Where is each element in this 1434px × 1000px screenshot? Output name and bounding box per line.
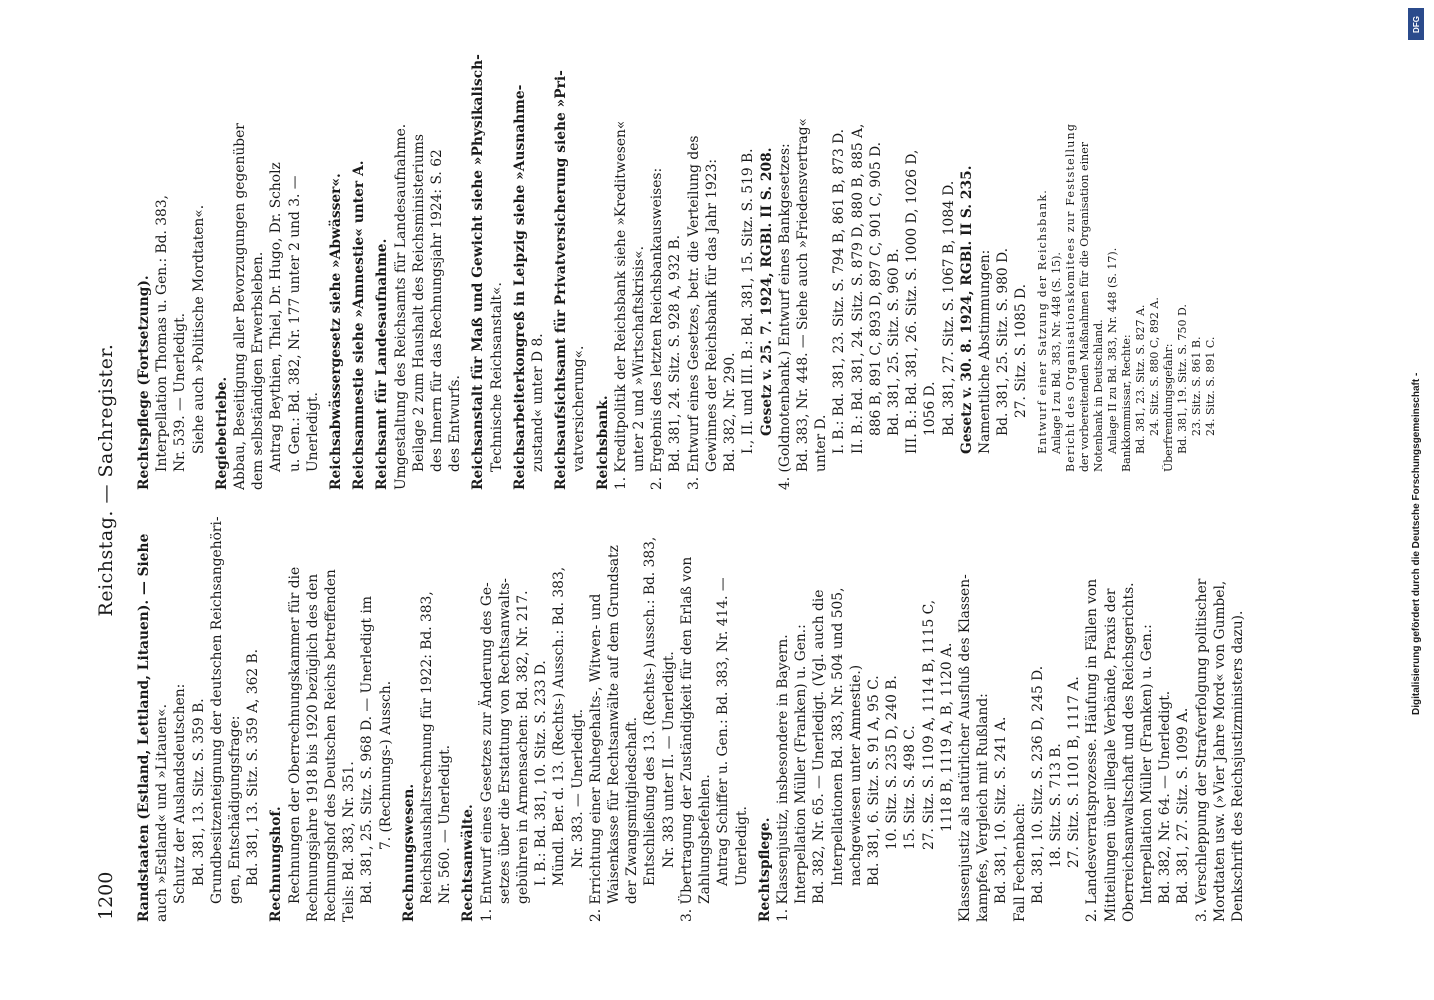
entry-line: Anlage I zu Bd. 383, Nr. 448 (S. 15). <box>1049 252 1063 454</box>
entry-heading: Rechtsanwälte. <box>460 804 477 922</box>
entry-heading: Reichsamnestie siehe »Amnestie« unter A. <box>351 160 368 490</box>
entry-line: Bd. 381, 23. Sitz. S. 827 A. <box>1133 304 1147 454</box>
entry-line: Zahlungsbefehlen. <box>697 774 714 904</box>
entry-line: Siehe auch »Politische Mordtaten«. <box>190 204 207 454</box>
entry-line: I. B.: Bd. 381, 23. Sitz. S. 794 B, 861 B, 873 D. <box>831 128 848 454</box>
entry-heading: Rechtspflege. <box>756 817 773 922</box>
entry-line: u. Gen.: Bd. 382, Nr. 177 unter 2 und 3. — <box>286 175 303 472</box>
page-number: 1200 <box>95 871 117 920</box>
entry-line: Bd. 381, 25. Sitz. S. 980 D. <box>995 247 1012 436</box>
entry-line: 2. Landesverratsprozesse. Häufung in Fällen von <box>1084 578 1101 922</box>
digitization-strip <box>1400 0 1434 1000</box>
entry-line: Bd. 381, 10. Sitz. S. 241 A. <box>993 716 1010 904</box>
entry-line: der vorbereitenden Maßnahmen für die Organisation einer <box>1077 142 1091 472</box>
entry-line: II. B.: Bd. 381, 24. Sitz. S. 879 D, 880 B, 885 A, <box>849 123 866 454</box>
entry-line: gebühren in Armensachen: Bd. 382, Nr. 217. <box>515 590 532 904</box>
index-entry <box>267 502 394 922</box>
entry-line: 7. (Rechnungs-) Aussch. <box>377 680 394 850</box>
entry-line: Bd. 381, 24. Sitz. S. 928 A, 932 B. <box>667 234 684 472</box>
entry-line: setzes über die Erstattung von Rechtsanwalts- <box>496 578 513 904</box>
entry-line: Mitteilungen über illegale Verbände, Praxis der <box>1102 588 1119 922</box>
entry-line: Rechnungsjahre 1918 bis 1920 bezüglich des den <box>304 573 321 922</box>
index-entry <box>400 502 455 922</box>
entry-line: Bd. 381, 25. Sitz. S. 968 D. — Unerledigt im <box>359 596 376 904</box>
entry-line: Namentliche Abstimmungen: <box>976 249 993 454</box>
entry-line: 27. Sitz. S. 1101 B, 1117 A. <box>1066 676 1083 868</box>
index-entry <box>213 40 322 490</box>
entry-line: kampfes, Vergleich mit Rußland: <box>975 693 992 922</box>
entry-line: Nr. 560. — Unerledigt. <box>437 744 454 904</box>
rotated-page <box>75 30 1415 930</box>
entry-line: Notenbank in Deutschland. <box>1091 319 1105 472</box>
entry-line: Reichshaushaltsrechnung für 1922: Bd. 383, <box>419 591 436 904</box>
entry-line: Klassenjustiz als natürlicher Ausfluß des Klassen- <box>956 574 973 922</box>
entry-line: Schutz der Auslandsdeutschen: <box>172 683 189 904</box>
entry-line: 24. Sitz. S. 891 C. <box>1203 336 1217 436</box>
entry-line: 18. Sitz. S. 713 B. <box>1047 743 1064 868</box>
entry-line: des Innern für das Rechnungsjahr 1924: S. 62 <box>429 149 446 472</box>
entry-line: Fall Fechenbach: <box>1011 802 1028 922</box>
entry-line: 1. Kreditpolitik der Reichsbank siehe »Kreditwesen« <box>612 120 629 490</box>
running-head: Reichstag. — Sachregister. <box>95 343 117 617</box>
entry-line: 886 B, 891 C, 893 D, 897 C, 901 C, 905 D. <box>867 141 884 436</box>
entry-line: Bd. 382, Nr. 290. <box>722 352 739 472</box>
entry-line: 1. Klassenjustiz, insbesondere in Bayern. <box>774 634 791 922</box>
entry-line: Abbau, Beseitigung aller Bevorzugungen gegenüber <box>232 123 249 490</box>
page-header <box>95 30 125 930</box>
entry-line: Unerledigt. <box>733 806 750 886</box>
entry-line: Mündl. Ber. d. 13. (Rechts-) Aussch.: Bd. 383, <box>551 566 568 886</box>
entry-line: Bd. 381, 13. Sitz. S. 359 A, 362 B. <box>245 648 262 886</box>
entry-line: 3. Übertragung der Zuständigkeit für den Erlaß von <box>678 556 695 922</box>
entry-line: 23. Sitz. S. 861 B. <box>1189 336 1203 436</box>
entry-line: Entschließung des 13. (Rechts-) Aussch.: Bd. 383, <box>642 536 659 886</box>
entry-line: 3. Entwurf eines Gesetzes, betr. die Verteilung des <box>685 135 702 490</box>
entry-line: Umgestaltung des Reichsamts für Landesaufnahme. <box>392 123 409 490</box>
entry-line: des Entwurfs. <box>447 375 464 472</box>
entry-line: Bd. 381, 13. Sitz. S. 359 B. <box>190 698 207 886</box>
entry-line: Teils: Bd. 383, Nr. 351. <box>341 761 358 922</box>
entry-line: Gesetz v. 30. 8. 1924, RGBl. II S. 235. <box>958 165 975 454</box>
left-column <box>135 502 1252 922</box>
entry-heading: Rechtspflege (Fortsetzung). <box>136 275 152 490</box>
entry-line: Rechnungshof des Deutschen Reichs betreffenden <box>323 569 340 922</box>
entry-line: Interpellation Müller (Franken) u. Gen.: <box>793 624 810 904</box>
entry-line: Gesetz v. 25. 7. 1924, RGBl. II S. 208. <box>758 147 775 436</box>
entry-line: zustand« unter D 8. <box>530 333 547 472</box>
entry-line: Waisenkasse für Rechtsanwälte auf dem Grundsatz <box>606 545 623 904</box>
entry-line: 2. Ergebnis des letzten Reichsbankausweises: <box>649 167 666 490</box>
entry-line: 24. Sitz. S. 880 C, 892 A. <box>1147 297 1161 436</box>
digitization-notice: Digitalisierung gefördert durch die Deutsche Forschungsgemeinschaft - <box>1411 372 1422 715</box>
entry-line: Oberreichsanwaltschaft und des Reichsgerichts. <box>1120 582 1137 922</box>
entry-heading: Reichsabwässergesetz siehe »Abwässer«. <box>328 173 345 490</box>
entry-line: Rechnungen der Oberrechnungskammer für die <box>286 566 303 904</box>
entry-line: Nr. 539. — Unerledigt. <box>172 312 189 472</box>
entry-line: Bd. 383, Nr. 448. — Siehe auch »Friedensvertrag« <box>794 118 811 472</box>
entry-line: 1056 D. <box>922 381 939 436</box>
index-entry <box>373 40 464 490</box>
index-entry <box>459 502 750 922</box>
entry-line: gen, Entschädigungsfrage: <box>227 715 244 904</box>
entry-heading: Reichsanstalt für Maß und Gewicht siehe »Physikalisch- <box>470 54 487 490</box>
entry-line: unter D. <box>813 414 830 472</box>
entry-line: 1118 B, 1119 A, B, 1120 A. <box>938 642 955 832</box>
index-entry <box>135 502 262 922</box>
index-entry <box>469 40 505 490</box>
entry-line: Interpellationen Bd. 383, Nr. 504 und 505, <box>829 587 846 886</box>
entry-line: Bd. 381, 27. Sitz. S. 1099 A. <box>1175 707 1192 904</box>
entry-line: Technische Reichsanstalt«. <box>488 282 505 472</box>
index-entry <box>552 40 588 490</box>
entry-line: Bd. 381, 10. Sitz. S. 236 D, 245 D. <box>1029 665 1046 904</box>
entry-heading: Randstaaten (Estland, Lettland, Litauen). — Siehe <box>136 533 152 922</box>
entry-line: auch »Estland« und »Litauen«. <box>154 704 171 922</box>
entry-line: dem selbständigen Erwerbsleben. <box>250 251 267 490</box>
entry-line: Gewinnes der Reichsbank für das Jahr 1923: <box>703 158 720 472</box>
dfg-logo-text: DFG <box>1411 15 1421 33</box>
entry-heading: Reichsamt für Landesaufnahme. <box>374 238 391 490</box>
entry-line: Unerledigt. <box>304 392 321 472</box>
entry-line: Antrag Schiffer u. Gen.: Bd. 383, Nr. 414. — <box>715 577 732 886</box>
entry-line: 27. Sitz. S. 1085 D. <box>1013 284 1030 418</box>
index-entry <box>135 40 208 490</box>
entry-line: 1. Entwurf eines Gesetzes zur Änderung des Ge- <box>478 582 495 922</box>
entry-heading: Rechnungswesen. <box>400 783 417 922</box>
index-entry <box>1036 40 1218 490</box>
index-entry <box>756 502 1247 922</box>
entry-line: Beilage 2 zum Haushalt des Reichsministeriums <box>410 134 427 472</box>
entry-line: Bd. 381, 6. Sitz. S. 91 A, 95 C. <box>865 675 882 886</box>
entry-line: nachgewiesen unter Amnestie.) <box>847 664 864 886</box>
entry-line: Nr. 383 unter II. — Unerledigt. <box>660 651 677 868</box>
entry-line: Denkschrift des Reichsjustizministers dazu). <box>1229 610 1246 922</box>
entry-line: Bd. 382, Nr. 65. — Unerledigt. (Vgl. auch die <box>811 589 828 904</box>
index-entry <box>327 40 345 490</box>
entry-line: I., II. und III. B.: Bd. 381, 15. Sitz. S. 519 B. <box>740 148 757 454</box>
entry-line: Bd. 381, 25. Sitz. S. 960 B. <box>885 248 902 436</box>
entry-heading: Regiebetriebe. <box>213 376 230 490</box>
entry-line: Bd. 382, Nr. 64. — Unerledigt. <box>1157 690 1174 904</box>
entry-line: Bd. 381, 27. Sitz. S. 1067 B, 1084 D. <box>940 180 957 436</box>
entry-line: Interpellation Müller (Franken) u. Gen.: <box>1138 624 1155 904</box>
entry-line: Interpellation Thomas u. Gen.: Bd. 383, <box>154 194 171 472</box>
entry-line: Bankkommissar, Rechte: <box>1119 334 1133 472</box>
entry-line: 27. Sitz. S. 1109 A, 1114 B, 1115 C, <box>920 599 937 850</box>
entry-line: Nr. 383. — Unerledigt. <box>569 708 586 868</box>
entry-line: 3. Verschleppung der Strafverfolgung politischer <box>1193 578 1210 922</box>
entry-line: 15. Sitz. S. 498 C. <box>902 725 919 850</box>
right-column <box>135 40 1223 490</box>
entry-line: Antrag Beythien, Thiel, Dr. Hugo, Dr. Scholz <box>268 162 285 472</box>
entry-line: Überfremdungsgefahr: <box>1161 343 1175 472</box>
entry-line: der Zwangsmitgliedschaft. <box>624 716 641 904</box>
entry-line: Mordtaten usw. (»Vier Jahre Mord« von Gumbel, <box>1211 580 1228 922</box>
index-entry <box>511 40 547 490</box>
entry-line: Bd. 381, 19. Sitz. S. 750 D. <box>1175 304 1189 454</box>
entry-line: 10. Sitz. S. 235 D, 240 B. <box>884 675 901 850</box>
entry-line: III. B.: Bd. 381, 26. Sitz. S. 1000 D, 1026 D, <box>904 149 921 454</box>
entry-line: vatversicherung«. <box>571 345 588 472</box>
entry-heading: Reichsarbeiterkongreß in Leipzig siehe »Ausnahme- <box>511 84 528 490</box>
entry-heading: Entwurf einer Satzung der Reichsbank. <box>1035 188 1049 454</box>
entry-line: 2. Errichtung einer Ruhegehalts-, Witwen- und <box>587 593 604 922</box>
entry-line: I. B.: Bd. 381, 10. Sitz. S. 233 D. <box>533 660 550 886</box>
index-entry <box>594 40 1031 490</box>
entry-line: Grundbesitzenteignung der deutschen Reichsangehöri- <box>208 516 225 904</box>
entry-heading: Rechnungshof. <box>268 806 285 922</box>
entry-line: unter 2 und »Wirtschaftskrisis«. <box>631 246 648 472</box>
entry-heading: Reichsaufsichtsamt für Privatversicherung siehe »Pri- <box>553 70 570 490</box>
index-entry <box>350 40 368 490</box>
entry-heading: Reichsbank. <box>594 395 611 490</box>
entry-line: Anlage II zu Bd. 383, Nr. 448 (S. 17). <box>1105 247 1119 454</box>
entry-line: Bericht des Organisationskomitees zur Feststellung <box>1063 122 1077 472</box>
entry-line: 4. (Goldnotenbank.) Entwurf eines Bankgesetzes: <box>776 143 793 490</box>
